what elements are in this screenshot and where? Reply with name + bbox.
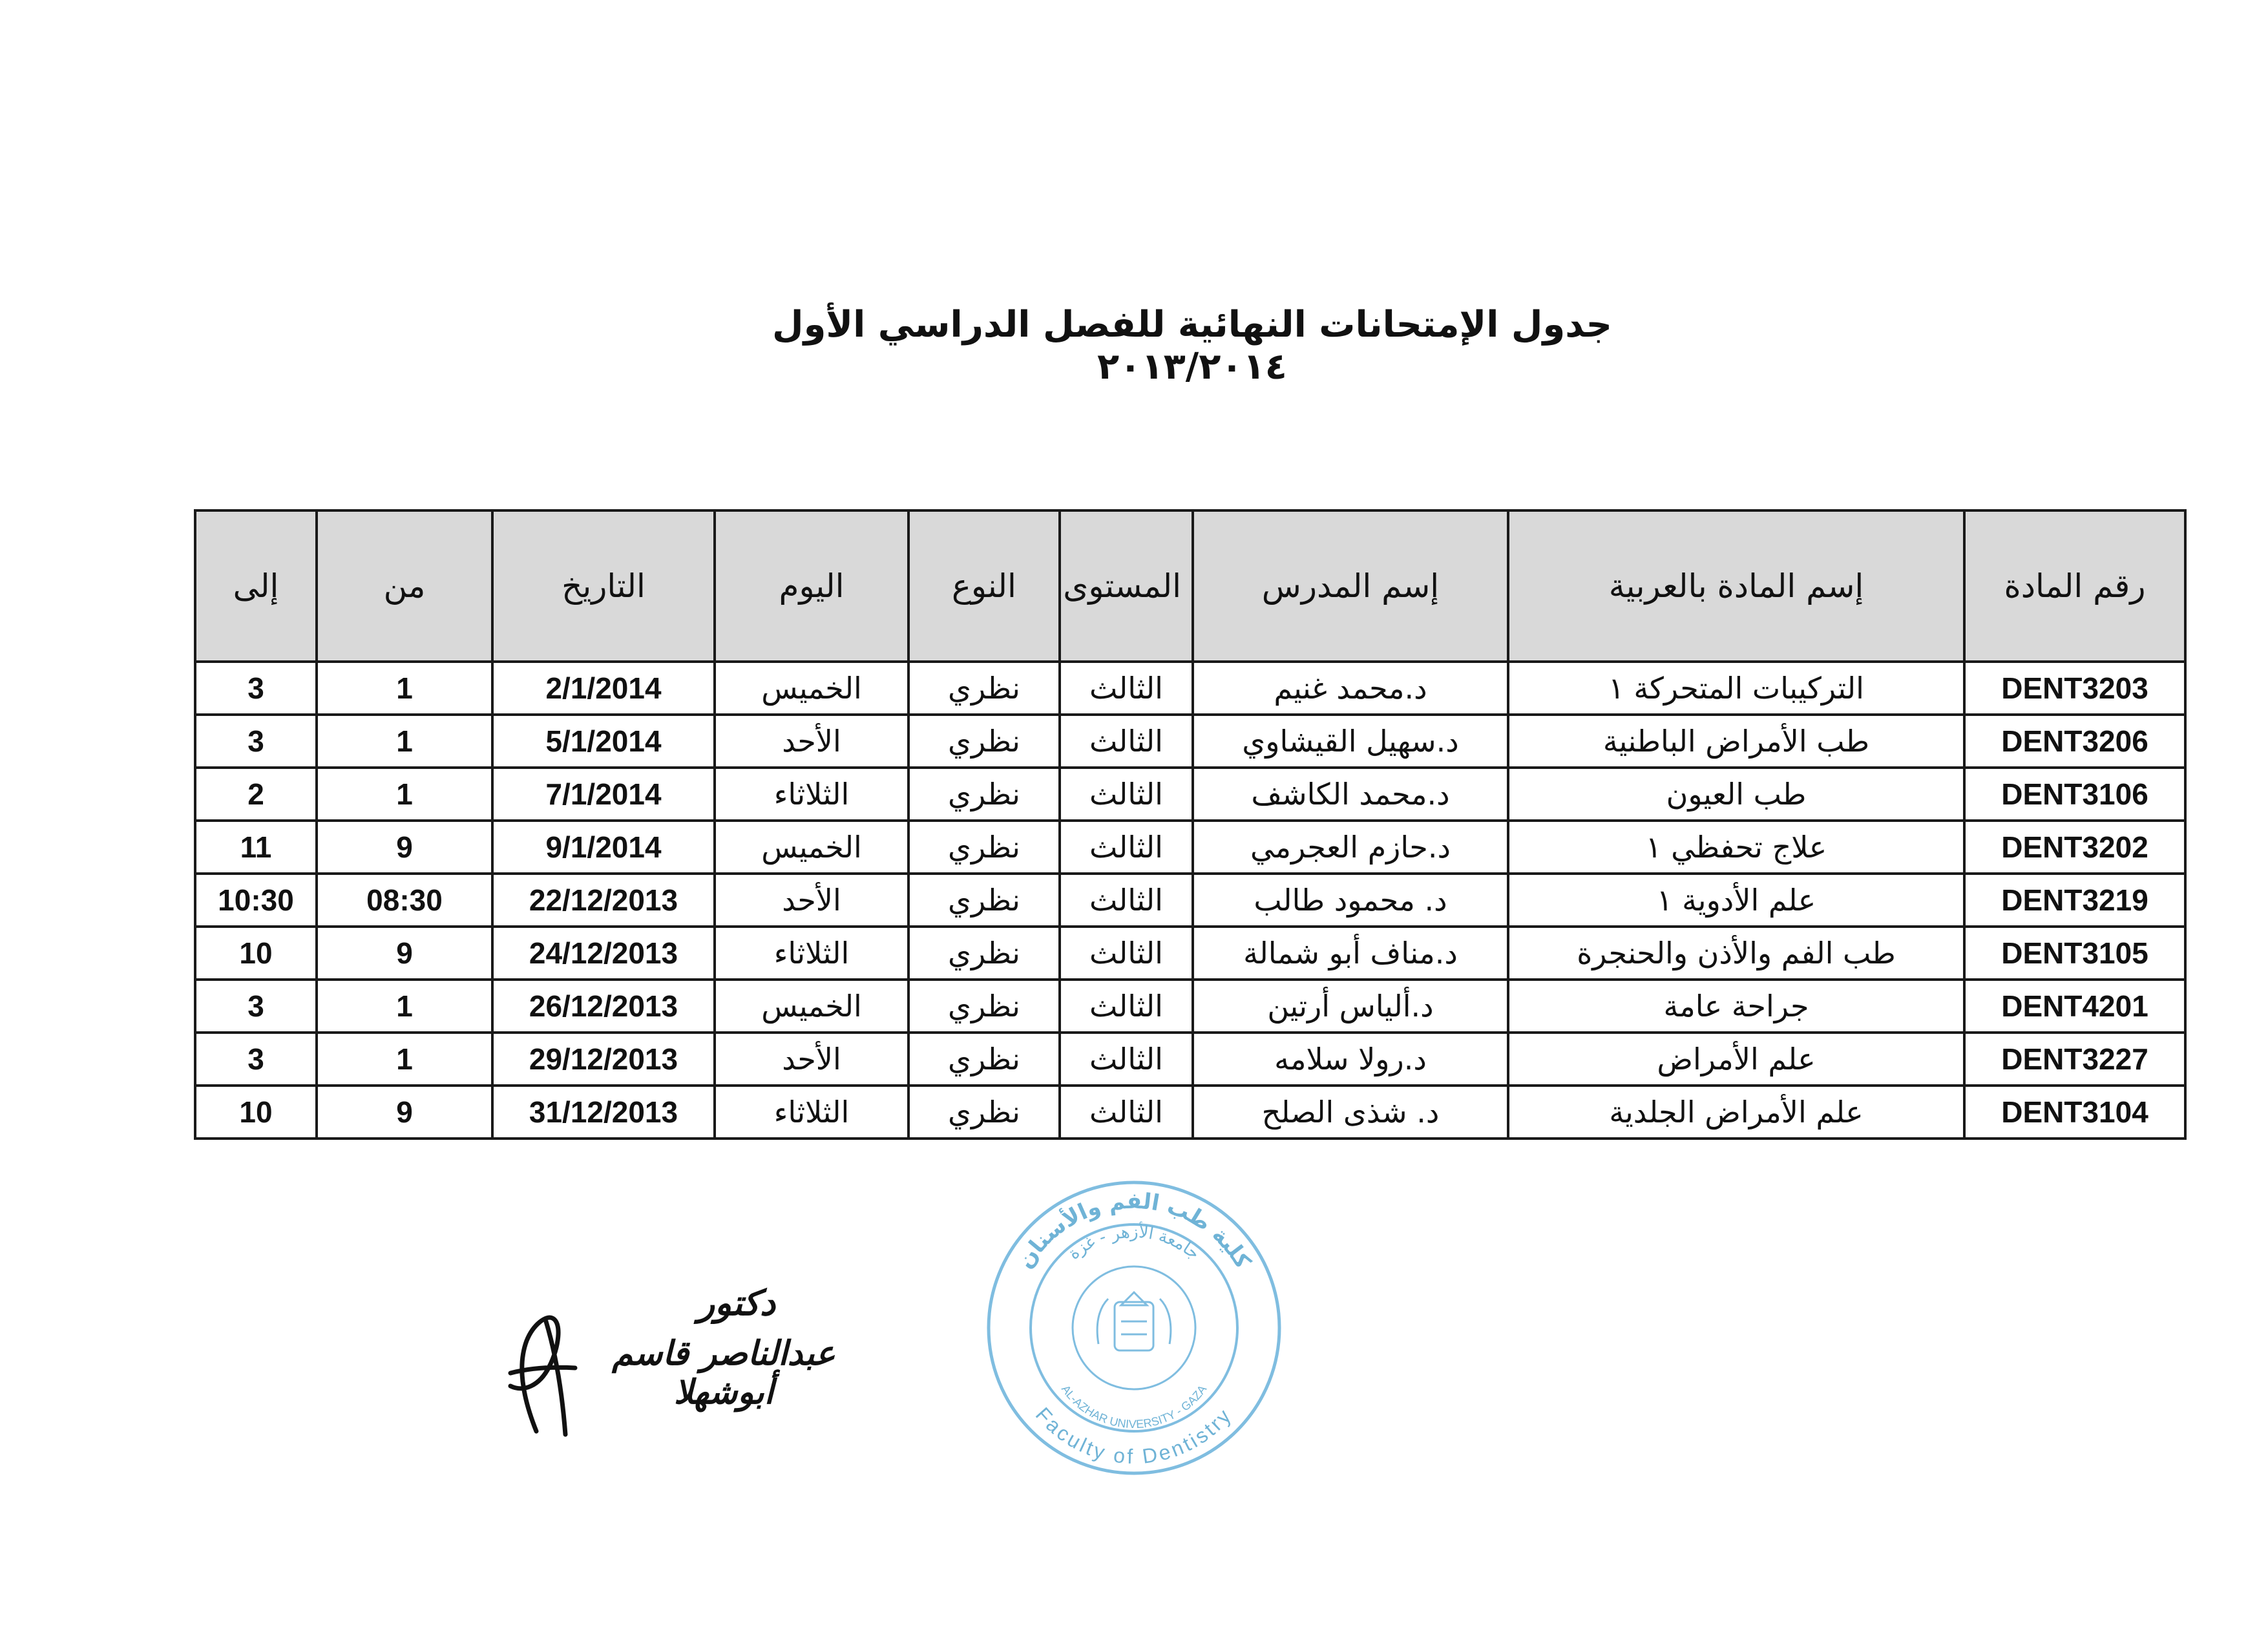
table-row <box>195 1033 2185 1086</box>
header-type: النوع <box>908 510 1060 662</box>
course-code: DENT3227 <box>1964 1033 2185 1086</box>
instructor-name: د. محمود طالب <box>1193 874 1508 927</box>
stamp-top-text: كلية طب الفم والأسنان <box>1012 1188 1256 1274</box>
course-name: طب الأمراض الباطنية <box>1508 715 1964 768</box>
exam-type: نظري <box>908 980 1060 1033</box>
faculty-stamp <box>982 1176 1286 1480</box>
exam-day: الثلاثاء <box>715 927 908 980</box>
exam-type: نظري <box>908 1086 1060 1139</box>
time-from: 9 <box>317 1086 492 1139</box>
level: الثالث <box>1060 927 1193 980</box>
table-row <box>195 768 2185 821</box>
time-from: 1 <box>317 768 492 821</box>
exam-date: 22/12/2013 <box>492 874 715 927</box>
time-from: 9 <box>317 821 492 874</box>
course-name: علاج تحفظي ١ <box>1508 821 1964 874</box>
time-to: 3 <box>195 1033 317 1086</box>
university-emblem-icon <box>1097 1292 1171 1350</box>
time-from: 08:30 <box>317 874 492 927</box>
header-instructor: إسم المدرس <box>1193 510 1508 662</box>
exam-day: الخميس <box>715 821 908 874</box>
level: الثالث <box>1060 768 1193 821</box>
instructor-name: د.رولا سلامه <box>1193 1033 1508 1086</box>
instructor-name: د.ألياس أرتين <box>1193 980 1508 1033</box>
course-code: DENT4201 <box>1964 980 2185 1033</box>
course-name: علم الأدوية ١ <box>1508 874 1964 927</box>
time-to: 11 <box>195 821 317 874</box>
header-day: اليوم <box>715 510 908 662</box>
level: الثالث <box>1060 821 1193 874</box>
instructor-name: د.حازم العجرمي <box>1193 821 1508 874</box>
course-code: DENT3202 <box>1964 821 2185 874</box>
course-name: علم الأمراض الجلدية <box>1508 1086 1964 1139</box>
exam-type: نظري <box>908 1033 1060 1086</box>
table-row <box>195 821 2185 874</box>
table-row <box>195 1086 2185 1139</box>
stamp-faculty-en: Faculty of Dentistry <box>1031 1403 1237 1469</box>
exam-day: الأحد <box>715 715 908 768</box>
time-from: 1 <box>317 662 492 715</box>
stamp-university-ar: جامعة الأزهر - غزة <box>1064 1222 1204 1264</box>
exam-schedule-table <box>194 509 2187 1140</box>
header-from: من <box>317 510 492 662</box>
exam-date: 7/1/2014 <box>492 768 715 821</box>
level: الثالث <box>1060 662 1193 715</box>
time-from: 1 <box>317 715 492 768</box>
signature-title: دكتور <box>697 1283 776 1323</box>
exam-day: الخميس <box>715 662 908 715</box>
table-row <box>195 927 2185 980</box>
time-to: 3 <box>195 662 317 715</box>
header-row <box>195 510 2185 662</box>
table-row <box>195 715 2185 768</box>
time-from: 1 <box>317 980 492 1033</box>
header-date: التاريخ <box>492 510 715 662</box>
course-code: DENT3203 <box>1964 662 2185 715</box>
instructor-name: د.محمد غنيم <box>1193 662 1508 715</box>
table-row <box>195 874 2185 927</box>
exam-type: نظري <box>908 662 1060 715</box>
exam-day: الثلاثاء <box>715 768 908 821</box>
signature-name: عبدالناصر قاسم أبوشهلا <box>612 1334 835 1412</box>
course-name: جراحة عامة <box>1508 980 1964 1033</box>
instructor-name: د.محمد الكاشف <box>1193 768 1508 821</box>
course-code: DENT3104 <box>1964 1086 2185 1139</box>
level: الثالث <box>1060 874 1193 927</box>
exam-date: 9/1/2014 <box>492 821 715 874</box>
exam-day: الخميس <box>715 980 908 1033</box>
course-code: DENT3106 <box>1964 768 2185 821</box>
header-subject: إسم المادة بالعربية <box>1508 510 1964 662</box>
instructor-name: د.سهيل القيشاوي <box>1193 715 1508 768</box>
exam-date: 2/1/2014 <box>492 662 715 715</box>
level: الثالث <box>1060 980 1193 1033</box>
exam-day: الثلاثاء <box>715 1086 908 1139</box>
instructor-name: د. شذى الصلح <box>1193 1086 1508 1139</box>
course-code: DENT3206 <box>1964 715 2185 768</box>
header-level: المستوى <box>1060 510 1193 662</box>
time-from: 1 <box>317 1033 492 1086</box>
exam-type: نظري <box>908 768 1060 821</box>
exam-type: نظري <box>908 927 1060 980</box>
time-from: 9 <box>317 927 492 980</box>
exam-date: 31/12/2013 <box>492 1086 715 1139</box>
time-to: 2 <box>195 768 317 821</box>
header-code: رقم المادة <box>1964 510 2185 662</box>
time-to: 3 <box>195 715 317 768</box>
signature-block <box>498 1283 872 1444</box>
time-to: 10 <box>195 1086 317 1139</box>
header-to: إلى <box>195 510 317 662</box>
level: الثالث <box>1060 715 1193 768</box>
exam-day: الأحد <box>715 1033 908 1086</box>
time-to: 10:30 <box>195 874 317 927</box>
exam-type: نظري <box>908 715 1060 768</box>
level: الثالث <box>1060 1033 1193 1086</box>
exam-date: 5/1/2014 <box>492 715 715 768</box>
exam-day: الأحد <box>715 874 908 927</box>
svg-text:جامعة الأزهر - غزة <box>1065 1221 1204 1264</box>
time-to: 10 <box>195 927 317 980</box>
level: الثالث <box>1060 1086 1193 1139</box>
course-code: DENT3105 <box>1964 927 2185 980</box>
page-title: جدول الإمتحانات النهائية للفصل الدراسي الأول ٢٠١٣/٢٠١٤ <box>772 304 1613 388</box>
exam-date: 24/12/2013 <box>492 927 715 980</box>
exam-date: 26/12/2013 <box>492 980 715 1033</box>
time-to: 3 <box>195 980 317 1033</box>
svg-text:Faculty of Dentistry <box>1031 1403 1237 1468</box>
course-name: طب العيون <box>1508 768 1964 821</box>
course-name: علم الأمراض <box>1508 1033 1964 1086</box>
table-row <box>195 980 2185 1033</box>
table-row <box>195 662 2185 715</box>
course-name: طب الفم والأذن والحنجرة <box>1508 927 1964 980</box>
handwritten-signature <box>498 1296 582 1444</box>
instructor-name: د.مناف أبو شمالة <box>1193 927 1508 980</box>
course-name: التركيبات المتحركة ١ <box>1508 662 1964 715</box>
exam-type: نظري <box>908 821 1060 874</box>
exam-type: نظري <box>908 874 1060 927</box>
stamp-university-en: AL-AZHAR UNIVERSITY - GAZA <box>1058 1382 1210 1431</box>
course-code: DENT3219 <box>1964 874 2185 927</box>
exam-date: 29/12/2013 <box>492 1033 715 1086</box>
